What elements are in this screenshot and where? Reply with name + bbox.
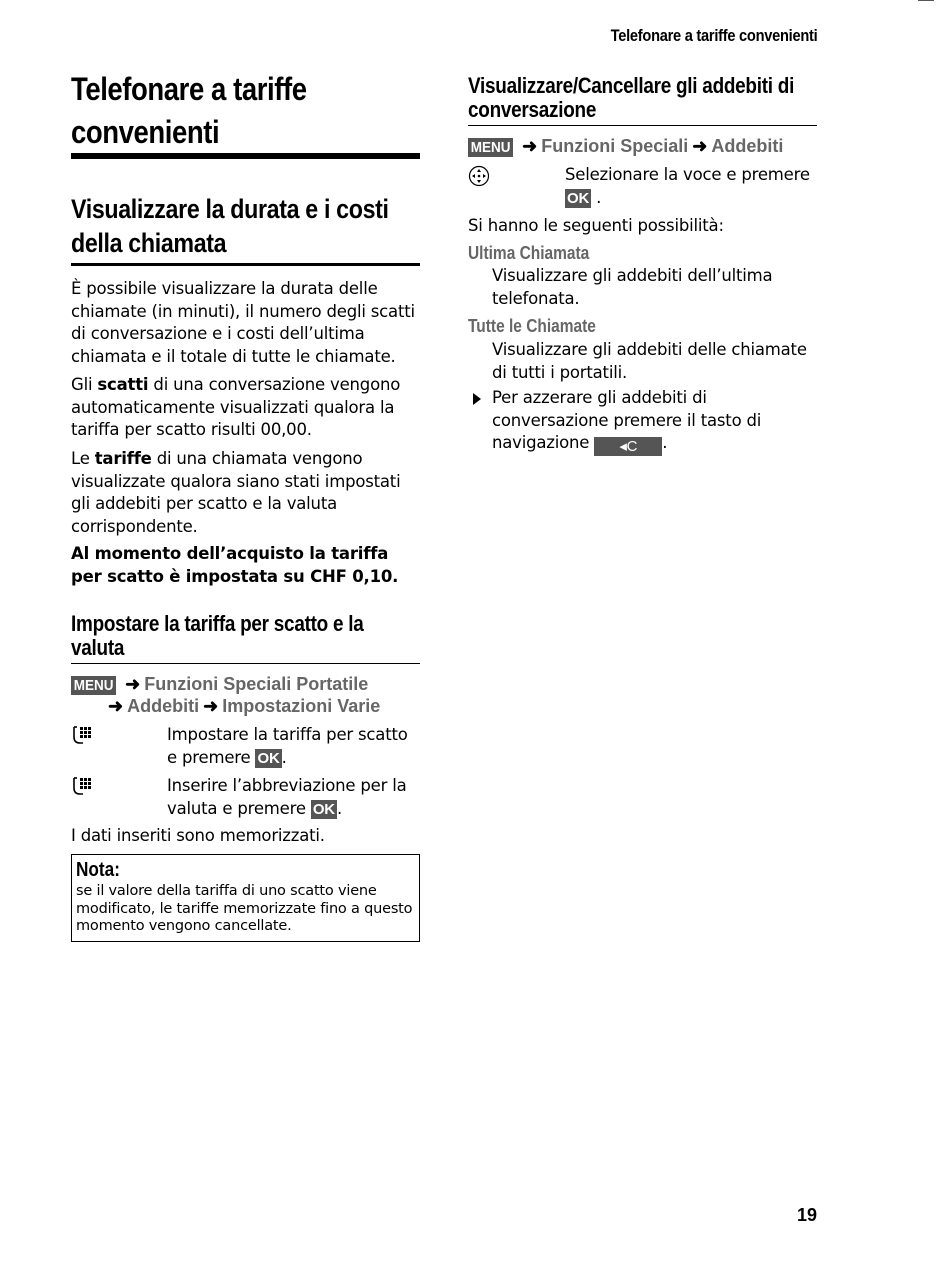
step1-text: Impostare la tariffa per scatto e premere OK . [167,725,408,767]
path-item: Funzioni Speciali Portatile [144,674,369,694]
right-heading-line1: Visualizzare/Cancellare gli addebiti di [468,73,795,98]
right-heading-rule [468,125,817,126]
menu-path-line2 [104,695,380,717]
title-rule [71,153,420,159]
arrow-right-icon: ➜ [108,696,124,716]
ok-key: OK [567,189,590,207]
menu-path-line1 [71,673,368,695]
arrow-right-icon: ➜ [522,136,538,156]
section1-para4: Al momento dell’acquisto la tariffa per scatto è impostata su CHF 0,10. [71,544,399,586]
step2-text: Inserire l’abbreviazione per la valuta e premere OK . [167,776,407,818]
option1-label: Ultima Chiamata [468,243,590,263]
keypad-icon [71,776,93,798]
section1-heading-line1: Visualizzare la durata e i costi [71,194,389,224]
right-step-text: Selezionare la voce e premere OK . [565,165,810,207]
option1-text: Visualizzare gli addebiti dell’ultima telefonata. [492,266,773,308]
right-heading-line2: conversazione [468,97,597,122]
ok-key: OK [312,800,335,818]
options-intro: Si hanno le seguenti possibilità: [468,216,724,235]
section1-para1: È possibile visualizzare la durata delle chiamate (in minuti), il numero degli scatti di conversazione e i costi dell’ultima chiamata e il totale di tutte le chiamate. [71,279,415,366]
path-item: Addebiti [711,136,784,156]
section2-heading-line2: valuta [71,635,125,660]
bold-tariffe: tariffe [94,449,152,468]
option2-label: Tutte le Chiamate [468,316,596,336]
section2-rule [71,663,420,664]
menu-key: MENU [71,676,116,695]
section1-rule [71,263,420,266]
saved-text: I dati inseriti sono memorizzati. [71,826,325,845]
menu-key: MENU [468,138,513,157]
arrow-right-icon: ➜ [125,674,141,694]
keypad-icon [71,725,93,747]
page-title-line2: convenienti [71,114,220,150]
path-item: Impostazioni Varie [222,696,381,716]
note-box [71,854,420,942]
running-header: Telefonare a tariffe convenienti [610,26,817,45]
bold-scatti: scatti [97,375,149,394]
path-item: Addebiti [127,696,200,716]
section1-para2: Gli scatti di una conversazione vengono automaticamente visualizzati qualora la tariffa per scatto risulti 00,00. [71,375,401,439]
arrow-right-icon: ➜ [203,696,219,716]
corner-mark [918,0,934,1]
section1-para3: Le tariffe di una chiamata vengono visualizzate qualora siano stati impostati gli addebiti per scatto e la valuta corrispondente. [71,449,401,536]
note-title: Nota: [76,859,120,881]
ok-key: OK [257,749,280,767]
triangle-bullet-icon [472,392,482,406]
clear-key: ◂C [594,437,662,456]
path-item: Funzioni Speciali [541,136,689,156]
option2-text: Visualizzare gli addebiti delle chiamate di tutti i portatili. [492,340,807,382]
page-number: 19 [796,1205,817,1225]
page-title-line1: Telefonare a tariffe [71,71,307,107]
section2-heading-line1: Impostare la tariffa per scatto e la [71,611,364,636]
section1-heading-line2: della chiamata [71,228,227,258]
navigation-key-icon [468,165,490,187]
note-text: se il valore della tariffa di uno scatto viene modificato, le tariffe memorizzate fino a questo momento vengono cancellate. [76,883,413,934]
arrow-right-icon: ➜ [692,136,708,156]
bullet-text: Per azzerare gli addebiti di conversazione premere il tasto di navigazione ◂C . [492,388,762,455]
right-menu-path [468,135,783,157]
